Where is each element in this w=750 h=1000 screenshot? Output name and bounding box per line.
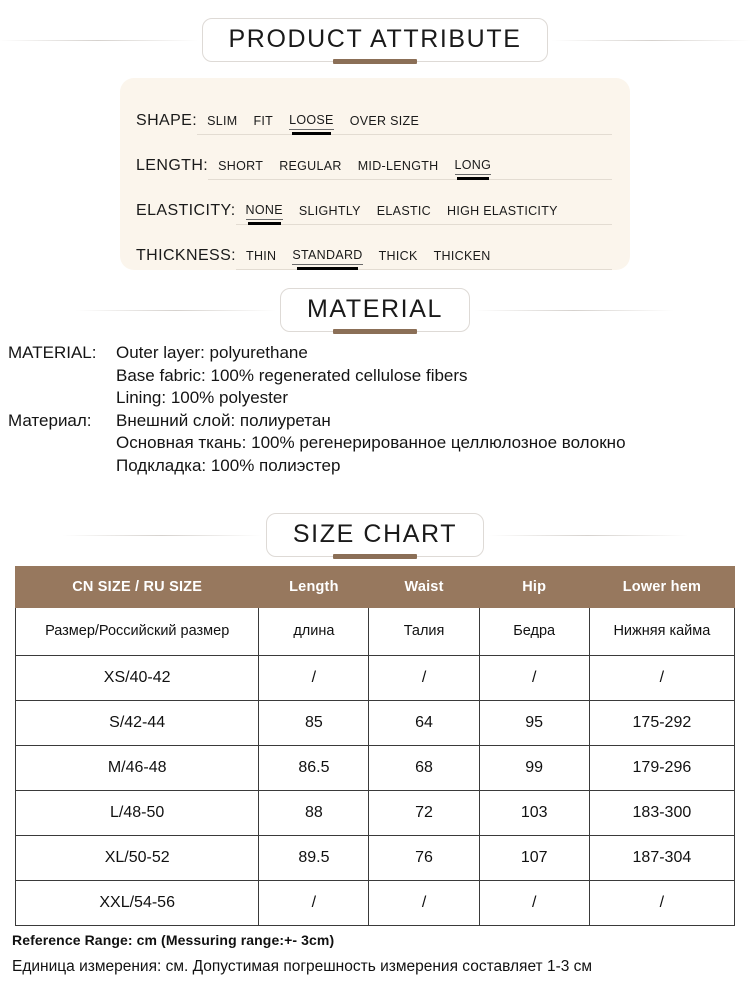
material-value-outer-layer-ru: Внешний слой: полиуретан (116, 410, 331, 430)
attr-option-slim[interactable]: SLIM (207, 114, 238, 128)
header-rule-left (0, 40, 198, 41)
attr-option-thin[interactable]: THIN (246, 249, 277, 263)
cell-length: 85 (259, 701, 369, 746)
size-chart-body (16, 608, 735, 926)
material-value-base-fabric: Base fabric: 100% regenerated cellulose fibers (116, 365, 468, 385)
cell-size: M/46-48 (16, 746, 259, 791)
cell-length: 86.5 (259, 746, 369, 791)
material-line-ru-1 (8, 410, 750, 433)
cell-waist: 76 (369, 836, 479, 881)
attribute-options-length (208, 158, 612, 180)
cell-size: XS/40-42 (16, 656, 259, 701)
attr-option-over-size[interactable]: OVER SIZE (349, 114, 420, 128)
measurement-notes (12, 932, 748, 976)
cell-length: 89.5 (259, 836, 369, 881)
cell-size: L/48-50 (16, 791, 259, 836)
pill-frame (266, 513, 484, 557)
attribute-label-shape: SHAPE: (136, 112, 198, 129)
cell-hip: 103 (479, 791, 589, 836)
attribute-row-thickness (136, 225, 612, 270)
accent-underline-bar (333, 554, 417, 559)
attr-option-loose[interactable]: LOOSE (289, 113, 334, 130)
note-reference-range-ru: Единица измерения: см. Допустимая погрешность измерения составляет 1-3 см (12, 958, 593, 975)
cell-waist: 68 (369, 746, 479, 791)
col-header-length: Length (259, 567, 369, 608)
material-line-en-1 (8, 342, 750, 365)
attr-option-thicken[interactable]: THICKEN (433, 249, 491, 263)
attribute-row-elasticity (136, 180, 612, 225)
attribute-label-length: LENGTH: (136, 157, 209, 174)
material-title: MATERIAL (307, 295, 443, 323)
table-header-row (16, 567, 735, 608)
header-rule-left (76, 310, 276, 311)
col-header-lower-hem: Lower hem (589, 567, 734, 608)
cell-size: XXL/54-56 (16, 881, 259, 926)
cell-length: / (259, 656, 369, 701)
table-row (16, 836, 735, 881)
accent-underline-bar (333, 329, 417, 334)
cell-waist: / (369, 881, 479, 926)
attr-option-standard[interactable]: STANDARD (292, 248, 362, 265)
material-label-en: MATERIAL: (8, 343, 97, 362)
attr-option-elastic[interactable]: ELASTIC (376, 204, 431, 218)
product-attribute-title-pill (202, 18, 549, 62)
col-header-hip: Hip (479, 567, 589, 608)
attribute-row-length (136, 135, 612, 180)
attr-option-long[interactable]: LONG (455, 158, 492, 175)
attribute-label-thickness: THICKNESS: (136, 247, 237, 264)
cell-hip: 107 (479, 836, 589, 881)
material-line-en-3 (8, 387, 750, 410)
attribute-options-elasticity (236, 203, 612, 225)
table-row (16, 791, 735, 836)
cell-lower-hem: / (589, 881, 734, 926)
cell-lower-hem: / (589, 656, 734, 701)
attr-option-thick[interactable]: THICK (378, 249, 418, 263)
table-row (16, 701, 735, 746)
cell-length: 88 (259, 791, 369, 836)
cell-hip: / (479, 881, 589, 926)
product-attribute-section-header (0, 18, 750, 62)
size-chart-title: SIZE CHART (292, 520, 458, 548)
material-line-ru-2 (8, 432, 750, 455)
header-rule-right (488, 535, 688, 536)
material-value-lining: Lining: 100% polyester (116, 388, 289, 407)
material-line-en-2 (8, 365, 750, 388)
attr-option-short[interactable]: SHORT (218, 159, 264, 173)
material-section-header (0, 288, 750, 332)
attr-option-mid-length[interactable]: MID-LENGTH (357, 159, 439, 173)
attribute-row-shape (136, 90, 612, 135)
col-subheader-hip: Бедра (479, 608, 589, 656)
material-label-ru: Материал: (8, 410, 92, 430)
pill-frame (202, 18, 549, 62)
col-subheader-waist: Талия (369, 608, 479, 656)
cell-lower-hem: 179-296 (589, 746, 734, 791)
cell-size: S/42-44 (16, 701, 259, 746)
attr-option-fit[interactable]: FIT (253, 114, 274, 128)
material-key-spacer (8, 455, 116, 478)
col-subheader-size: Размер/Российский размер (16, 608, 259, 656)
cell-hip: 99 (479, 746, 589, 791)
attr-option-high-elasticity[interactable]: HIGH ELASTICITY (447, 204, 558, 218)
cell-lower-hem: 183-300 (589, 791, 734, 836)
material-details (8, 342, 750, 477)
product-attribute-title: PRODUCT ATTRIBUTE (228, 25, 522, 53)
table-row (16, 881, 735, 926)
cell-waist: 72 (369, 791, 479, 836)
material-key-spacer (8, 432, 116, 455)
size-chart-section-header (0, 513, 750, 557)
attr-option-regular[interactable]: REGULAR (279, 159, 342, 173)
cell-hip: / (479, 656, 589, 701)
table-row (16, 656, 735, 701)
table-subheader-row (16, 608, 735, 656)
attribute-options-shape (197, 113, 612, 135)
attr-option-slightly[interactable]: SLIGHTLY (298, 204, 361, 218)
cell-size: XL/50-52 (16, 836, 259, 881)
material-title-pill (280, 288, 470, 332)
size-chart-title-pill (266, 513, 484, 557)
size-chart-head (16, 567, 735, 608)
cell-waist: 64 (369, 701, 479, 746)
note-reference-range-en: Reference Range: cm (Messuring range:+- 3cm) (12, 932, 335, 948)
col-header-waist: Waist (369, 567, 479, 608)
col-subheader-lower-hem: Нижняя кайма (589, 608, 734, 656)
header-rule-right (474, 310, 674, 311)
material-key-spacer (8, 387, 116, 410)
attr-option-none[interactable]: NONE (246, 203, 283, 220)
cell-lower-hem: 187-304 (589, 836, 734, 881)
col-header-size: CN SIZE / RU SIZE (16, 567, 259, 608)
header-rule-right (552, 40, 750, 41)
cell-length: / (259, 881, 369, 926)
material-key-spacer (8, 365, 116, 388)
material-value-lining-ru: Подкладка: 100% полиэстер (116, 455, 341, 475)
col-subheader-length: длина (259, 608, 369, 656)
material-value-base-fabric-ru: Основная ткань: 100% регенерированное целлюлозное волокно (116, 433, 626, 452)
attribute-label-elasticity: ELASTICITY: (136, 202, 236, 219)
material-line-ru-3 (8, 455, 750, 478)
table-row (16, 746, 735, 791)
pill-frame (280, 288, 470, 332)
cell-hip: 95 (479, 701, 589, 746)
cell-lower-hem: 175-292 (589, 701, 734, 746)
accent-underline-bar (333, 59, 417, 64)
size-chart-table (15, 566, 735, 926)
material-value-outer-layer: Outer layer: polyurethane (116, 343, 308, 362)
cell-waist: / (369, 656, 479, 701)
header-rule-left (62, 535, 262, 536)
product-attribute-panel (120, 78, 630, 270)
attribute-options-thickness (236, 248, 612, 270)
